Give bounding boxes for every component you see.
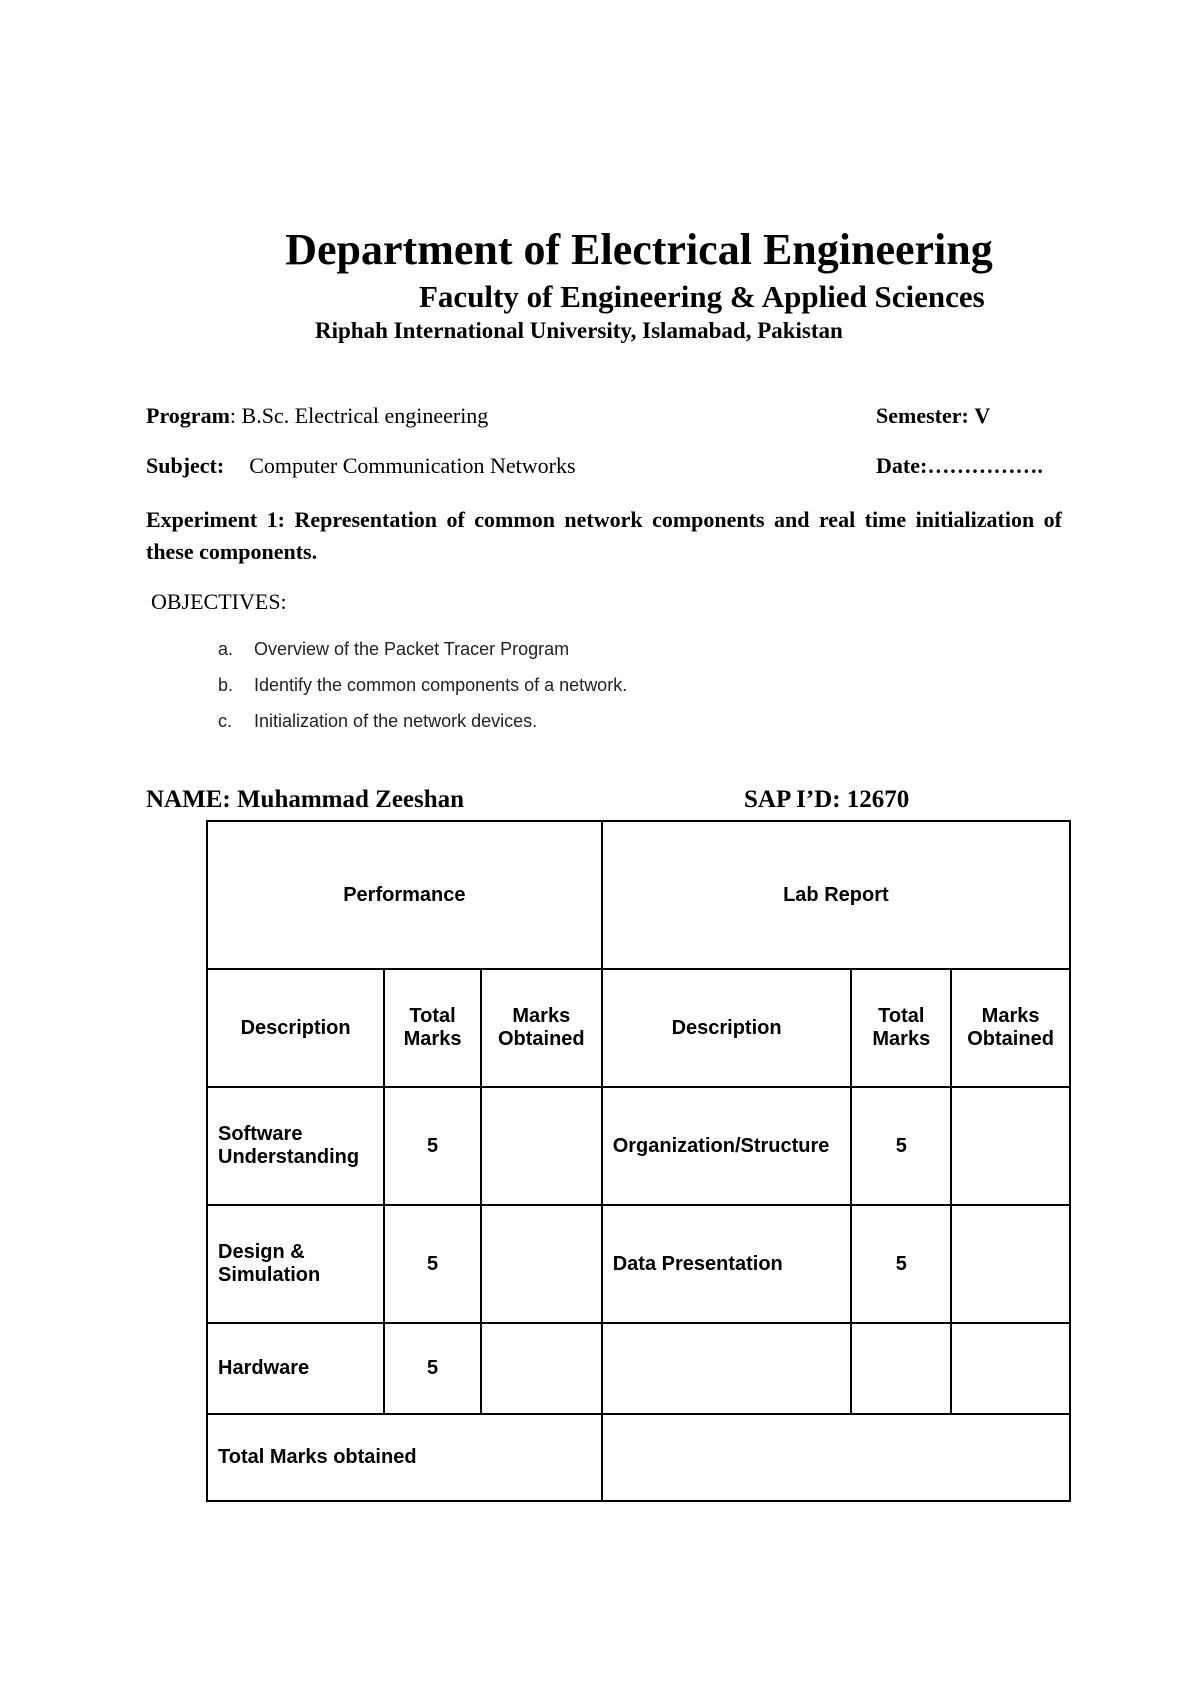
table-row <box>207 969 1070 1087</box>
table-row <box>207 1205 1070 1323</box>
table-row <box>207 1323 1070 1414</box>
table-row <box>207 1414 1070 1501</box>
marks-table <box>206 820 1071 1502</box>
semester-label: Semester: <box>876 403 969 428</box>
perf-desc-cell: Hardware <box>207 1323 384 1414</box>
perf-obtained-cell[interactable] <box>481 1087 602 1205</box>
perf-total-marks-header: Total Marks <box>384 969 481 1087</box>
lab-total-marks-header: Total Marks <box>851 969 951 1087</box>
perf-obtained-cell[interactable] <box>481 1323 602 1414</box>
faculty-title: Faculty of Engineering & Applied Sciences <box>419 279 985 314</box>
lab-total-cell: 5 <box>851 1205 951 1323</box>
list-item: b. Identify the common components of a network. <box>218 675 628 695</box>
lab-obtained-cell[interactable] <box>951 1087 1070 1205</box>
lab-desc-cell: Data Presentation <box>602 1205 852 1323</box>
perf-desc-cell: Design & Simulation <box>207 1205 384 1323</box>
objectives-heading: OBJECTIVES: <box>151 589 287 614</box>
program-line <box>146 403 488 429</box>
list-item: a. Overview of the Packet Tracer Program <box>218 639 570 659</box>
perf-total-cell: 5 <box>384 1323 481 1414</box>
perf-description-header: Description <box>207 969 384 1087</box>
total-marks-value[interactable] <box>602 1414 1070 1501</box>
lab-total-cell <box>851 1323 951 1414</box>
semester-value: V <box>974 403 991 428</box>
department-title: Department of Electrical Engineering <box>285 225 993 274</box>
student-name: NAME: Muhammad Zeeshan <box>146 786 465 813</box>
lab-obtained-cell[interactable] <box>951 1323 1070 1414</box>
date-label: Date: <box>876 453 928 478</box>
lab-total-cell: 5 <box>851 1087 951 1205</box>
date-value: ……………. <box>927 453 1043 478</box>
total-marks-label: Total Marks obtained <box>207 1414 602 1501</box>
list-item: c. Initialization of the network devices. <box>218 711 538 731</box>
table-row <box>207 821 1070 969</box>
subject-value: Computer Communication Networks <box>249 453 576 478</box>
experiment-title: Experiment 1: Representation of common network components and real time initialization of these components. <box>146 507 1062 564</box>
university-title: Riphah International University, Islamabad, Pakistan <box>315 318 843 343</box>
subject-label: Subject: <box>146 453 225 478</box>
objectives-list <box>218 639 627 747</box>
lab-report-header: Lab Report <box>602 821 1070 969</box>
lab-obtained-cell[interactable] <box>951 1205 1070 1323</box>
table-row <box>207 1087 1070 1205</box>
perf-desc-cell: Software Understanding <box>207 1087 384 1205</box>
perf-total-cell: 5 <box>384 1087 481 1205</box>
semester-line <box>876 403 990 429</box>
student-sap-id: SAP I’D: 12670 <box>744 786 910 813</box>
program-value: : B.Sc. Electrical engineering <box>229 403 489 428</box>
perf-marks-obtained-header: Marks Obtained <box>481 969 602 1087</box>
lab-marks-obtained-header: Marks Obtained <box>951 969 1070 1087</box>
lab-desc-cell: Organization/Structure <box>602 1087 852 1205</box>
performance-header: Performance <box>207 821 602 969</box>
perf-obtained-cell[interactable] <box>481 1205 602 1323</box>
program-label: Program <box>146 403 230 428</box>
date-line <box>876 453 1043 479</box>
subject-line <box>146 453 576 479</box>
perf-total-cell: 5 <box>384 1205 481 1323</box>
lab-description-header: Description <box>602 969 852 1087</box>
lab-desc-cell <box>602 1323 852 1414</box>
